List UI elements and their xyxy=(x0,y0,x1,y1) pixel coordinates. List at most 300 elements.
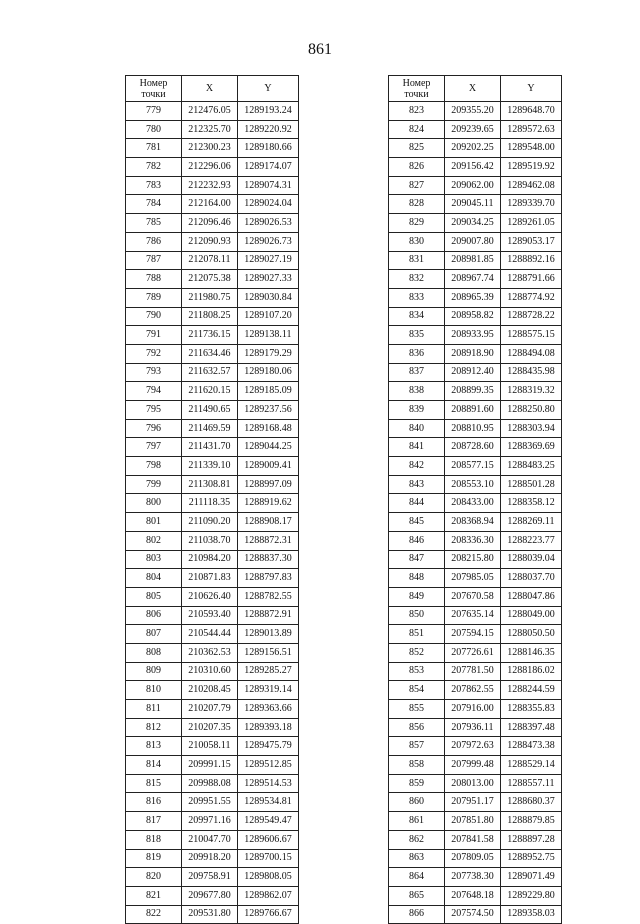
table-row xyxy=(126,812,299,831)
point-number-cell: 828 xyxy=(389,195,445,214)
x-coordinate-cell: 210208.45 xyxy=(182,681,238,700)
y-coordinate-cell: 1288837.30 xyxy=(238,550,299,569)
table-row xyxy=(389,120,562,139)
table-row xyxy=(126,288,299,307)
header-row xyxy=(389,76,562,102)
x-coordinate-cell: 212090.93 xyxy=(182,232,238,251)
y-coordinate-cell: 1288319.32 xyxy=(501,382,562,401)
x-coordinate-cell: 208553.10 xyxy=(445,475,501,494)
y-coordinate-cell: 1289319.14 xyxy=(238,681,299,700)
point-number-cell: 796 xyxy=(126,419,182,438)
y-coordinate-cell: 1289548.00 xyxy=(501,139,562,158)
x-coordinate-cell: 207594.15 xyxy=(445,625,501,644)
y-coordinate-cell: 1289393.18 xyxy=(238,718,299,737)
y-coordinate-cell: 1289808.05 xyxy=(238,868,299,887)
y-coordinate-cell: 1289606.67 xyxy=(238,830,299,849)
x-coordinate-cell: 211090.20 xyxy=(182,513,238,532)
y-coordinate-cell: 1289220.92 xyxy=(238,120,299,139)
point-number-cell: 786 xyxy=(126,232,182,251)
y-coordinate-cell: 1289519.92 xyxy=(501,158,562,177)
x-coordinate-cell: 211339.10 xyxy=(182,457,238,476)
point-number-cell: 792 xyxy=(126,344,182,363)
point-number-cell: 861 xyxy=(389,812,445,831)
y-coordinate-cell: 1289013.89 xyxy=(238,625,299,644)
point-number-cell: 798 xyxy=(126,457,182,476)
y-coordinate-cell: 1288797.83 xyxy=(238,569,299,588)
x-coordinate-cell: 207916.00 xyxy=(445,700,501,719)
table-row xyxy=(389,606,562,625)
y-coordinate-cell: 1289512.85 xyxy=(238,756,299,775)
table-row xyxy=(389,569,562,588)
table-row xyxy=(126,681,299,700)
point-number-cell: 832 xyxy=(389,270,445,289)
table-row xyxy=(389,419,562,438)
table-row xyxy=(126,587,299,606)
y-coordinate-cell: 1289339.70 xyxy=(501,195,562,214)
x-coordinate-cell: 208965.39 xyxy=(445,288,501,307)
x-coordinate-cell: 207985.05 xyxy=(445,569,501,588)
y-coordinate-cell: 1288728.22 xyxy=(501,307,562,326)
point-number-cell: 803 xyxy=(126,550,182,569)
point-number-cell: 787 xyxy=(126,251,182,270)
x-coordinate-cell: 210544.44 xyxy=(182,625,238,644)
point-number-cell: 842 xyxy=(389,457,445,476)
x-coordinate-cell: 209531.80 xyxy=(182,905,238,924)
table-row xyxy=(126,251,299,270)
table-row xyxy=(389,587,562,606)
x-coordinate-cell: 211038.70 xyxy=(182,531,238,550)
x-coordinate-cell: 207862.55 xyxy=(445,681,501,700)
point-number-cell: 851 xyxy=(389,625,445,644)
table-row xyxy=(126,344,299,363)
y-coordinate-cell: 1289053.17 xyxy=(501,232,562,251)
table-row xyxy=(126,700,299,719)
x-coordinate-cell: 208810.95 xyxy=(445,419,501,438)
x-coordinate-cell: 207951.17 xyxy=(445,793,501,812)
point-number-cell: 822 xyxy=(126,905,182,924)
table-row xyxy=(126,401,299,420)
table-row xyxy=(389,774,562,793)
table-row xyxy=(126,513,299,532)
x-coordinate-cell: 211808.25 xyxy=(182,307,238,326)
point-number-cell: 816 xyxy=(126,793,182,812)
point-number-cell: 825 xyxy=(389,139,445,158)
y-coordinate-cell: 1288879.85 xyxy=(501,812,562,831)
table-row xyxy=(389,513,562,532)
point-number-cell: 827 xyxy=(389,176,445,195)
point-number-cell: 800 xyxy=(126,494,182,513)
x-coordinate-cell: 209988.08 xyxy=(182,774,238,793)
y-coordinate-cell: 1288039.04 xyxy=(501,550,562,569)
point-number-cell: 856 xyxy=(389,718,445,737)
table-row xyxy=(389,270,562,289)
table-row xyxy=(389,812,562,831)
table-row xyxy=(126,718,299,737)
point-number-cell: 859 xyxy=(389,774,445,793)
table-row xyxy=(389,158,562,177)
y-coordinate-cell: 1288892.16 xyxy=(501,251,562,270)
point-number-cell: 849 xyxy=(389,587,445,606)
x-coordinate-cell: 212325.70 xyxy=(182,120,238,139)
x-coordinate-cell: 211308.81 xyxy=(182,475,238,494)
x-coordinate-cell: 209971.16 xyxy=(182,812,238,831)
y-coordinate-cell: 1289261.05 xyxy=(501,214,562,233)
point-number-cell: 804 xyxy=(126,569,182,588)
header-y: Y xyxy=(238,76,299,102)
x-coordinate-cell: 210047.70 xyxy=(182,830,238,849)
y-coordinate-cell: 1289180.06 xyxy=(238,363,299,382)
point-number-cell: 834 xyxy=(389,307,445,326)
table-row xyxy=(126,550,299,569)
x-coordinate-cell: 208728.60 xyxy=(445,438,501,457)
x-coordinate-cell: 209062.00 xyxy=(445,176,501,195)
point-number-cell: 835 xyxy=(389,326,445,345)
table-row xyxy=(389,700,562,719)
table-row xyxy=(126,475,299,494)
point-number-cell: 857 xyxy=(389,737,445,756)
point-number-cell: 799 xyxy=(126,475,182,494)
point-number-cell: 833 xyxy=(389,288,445,307)
y-coordinate-cell: 1288269.11 xyxy=(501,513,562,532)
point-number-cell: 847 xyxy=(389,550,445,569)
point-number-cell: 811 xyxy=(126,700,182,719)
y-coordinate-cell: 1288358.12 xyxy=(501,494,562,513)
table-row xyxy=(389,849,562,868)
table-row xyxy=(389,681,562,700)
point-number-cell: 865 xyxy=(389,886,445,905)
y-coordinate-cell: 1288501.28 xyxy=(501,475,562,494)
x-coordinate-cell: 211118.35 xyxy=(182,494,238,513)
table-row xyxy=(389,494,562,513)
table-row xyxy=(389,737,562,756)
y-coordinate-cell: 1288908.17 xyxy=(238,513,299,532)
x-coordinate-cell: 208933.95 xyxy=(445,326,501,345)
table-row xyxy=(126,643,299,662)
x-coordinate-cell: 210207.35 xyxy=(182,718,238,737)
point-number-cell: 853 xyxy=(389,662,445,681)
y-coordinate-cell: 1288050.50 xyxy=(501,625,562,644)
y-coordinate-cell: 1289156.51 xyxy=(238,643,299,662)
table-row xyxy=(126,830,299,849)
x-coordinate-cell: 208433.00 xyxy=(445,494,501,513)
y-coordinate-cell: 1289044.25 xyxy=(238,438,299,457)
table-row xyxy=(126,363,299,382)
point-number-cell: 866 xyxy=(389,905,445,924)
point-number-cell: 788 xyxy=(126,270,182,289)
point-number-cell: 837 xyxy=(389,363,445,382)
y-coordinate-cell: 1288244.59 xyxy=(501,681,562,700)
table-row xyxy=(126,606,299,625)
table-row xyxy=(126,774,299,793)
x-coordinate-cell: 211431.70 xyxy=(182,438,238,457)
point-number-cell: 819 xyxy=(126,849,182,868)
table-row xyxy=(389,176,562,195)
point-number-cell: 855 xyxy=(389,700,445,719)
x-coordinate-cell: 211632.57 xyxy=(182,363,238,382)
y-coordinate-cell: 1289174.07 xyxy=(238,158,299,177)
x-coordinate-cell: 209677.80 xyxy=(182,886,238,905)
table-row xyxy=(389,793,562,812)
point-number-cell: 791 xyxy=(126,326,182,345)
table-row xyxy=(389,625,562,644)
point-number-cell: 789 xyxy=(126,288,182,307)
x-coordinate-cell: 212096.46 xyxy=(182,214,238,233)
x-coordinate-cell: 208577.15 xyxy=(445,457,501,476)
table-row xyxy=(126,756,299,775)
y-coordinate-cell: 1288355.83 xyxy=(501,700,562,719)
page-number: 861 xyxy=(308,41,332,58)
y-coordinate-cell: 1288952.75 xyxy=(501,849,562,868)
y-coordinate-cell: 1289534.81 xyxy=(238,793,299,812)
y-coordinate-cell: 1288919.62 xyxy=(238,494,299,513)
y-coordinate-cell: 1289026.73 xyxy=(238,232,299,251)
y-coordinate-cell: 1289572.63 xyxy=(501,120,562,139)
point-number-cell: 843 xyxy=(389,475,445,494)
x-coordinate-cell: 209951.55 xyxy=(182,793,238,812)
x-coordinate-cell: 212296.06 xyxy=(182,158,238,177)
x-coordinate-cell: 210871.83 xyxy=(182,569,238,588)
table-row xyxy=(126,531,299,550)
x-coordinate-cell: 209918.20 xyxy=(182,849,238,868)
point-number-cell: 801 xyxy=(126,513,182,532)
table-row xyxy=(126,849,299,868)
point-number-cell: 824 xyxy=(389,120,445,139)
point-number-cell: 841 xyxy=(389,438,445,457)
y-coordinate-cell: 1289514.53 xyxy=(238,774,299,793)
y-coordinate-cell: 1289475.79 xyxy=(238,737,299,756)
table-row xyxy=(126,625,299,644)
y-coordinate-cell: 1289363.66 xyxy=(238,700,299,719)
point-number-cell: 848 xyxy=(389,569,445,588)
point-number-cell: 821 xyxy=(126,886,182,905)
x-coordinate-cell: 212078.11 xyxy=(182,251,238,270)
point-number-cell: 846 xyxy=(389,531,445,550)
table-row xyxy=(126,158,299,177)
point-number-cell: 781 xyxy=(126,139,182,158)
table-body-left xyxy=(126,102,299,924)
point-number-cell: 817 xyxy=(126,812,182,831)
point-number-cell: 805 xyxy=(126,587,182,606)
table-row xyxy=(389,643,562,662)
y-coordinate-cell: 1288037.70 xyxy=(501,569,562,588)
point-number-cell: 794 xyxy=(126,382,182,401)
x-coordinate-cell: 208368.94 xyxy=(445,513,501,532)
point-number-cell: 812 xyxy=(126,718,182,737)
y-coordinate-cell: 1289648.70 xyxy=(501,102,562,121)
x-coordinate-cell: 210626.40 xyxy=(182,587,238,606)
y-coordinate-cell: 1288223.77 xyxy=(501,531,562,550)
point-number-cell: 814 xyxy=(126,756,182,775)
x-coordinate-cell: 207999.48 xyxy=(445,756,501,775)
table-row xyxy=(389,438,562,457)
header-row xyxy=(126,76,299,102)
y-coordinate-cell: 1288186.02 xyxy=(501,662,562,681)
y-coordinate-cell: 1288791.66 xyxy=(501,270,562,289)
table-row xyxy=(126,886,299,905)
point-number-cell: 779 xyxy=(126,102,182,121)
table-row xyxy=(126,307,299,326)
point-number-cell: 838 xyxy=(389,382,445,401)
y-coordinate-cell: 1288397.48 xyxy=(501,718,562,737)
x-coordinate-cell: 208899.35 xyxy=(445,382,501,401)
x-coordinate-cell: 212075.38 xyxy=(182,270,238,289)
x-coordinate-cell: 212232.93 xyxy=(182,176,238,195)
x-coordinate-cell: 210984.20 xyxy=(182,550,238,569)
point-number-cell: 807 xyxy=(126,625,182,644)
y-coordinate-cell: 1289071.49 xyxy=(501,868,562,887)
table-row xyxy=(126,569,299,588)
y-coordinate-cell: 1288473.38 xyxy=(501,737,562,756)
y-coordinate-cell: 1289030.84 xyxy=(238,288,299,307)
point-number-cell: 780 xyxy=(126,120,182,139)
table-row xyxy=(389,344,562,363)
header-point-number: Номер точки xyxy=(126,76,182,102)
y-coordinate-cell: 1289549.47 xyxy=(238,812,299,831)
x-coordinate-cell: 209007.80 xyxy=(445,232,501,251)
x-coordinate-cell: 208215.80 xyxy=(445,550,501,569)
point-number-cell: 845 xyxy=(389,513,445,532)
x-coordinate-cell: 207851.80 xyxy=(445,812,501,831)
y-coordinate-cell: 1289185.09 xyxy=(238,382,299,401)
point-number-cell: 840 xyxy=(389,419,445,438)
table-row xyxy=(389,550,562,569)
x-coordinate-cell: 210362.53 xyxy=(182,643,238,662)
table-row xyxy=(126,232,299,251)
x-coordinate-cell: 207574.50 xyxy=(445,905,501,924)
x-coordinate-cell: 209202.25 xyxy=(445,139,501,158)
x-coordinate-cell: 209355.20 xyxy=(445,102,501,121)
point-number-cell: 820 xyxy=(126,868,182,887)
x-coordinate-cell: 211634.46 xyxy=(182,344,238,363)
table-row xyxy=(389,868,562,887)
x-coordinate-cell: 212164.00 xyxy=(182,195,238,214)
x-coordinate-cell: 208967.74 xyxy=(445,270,501,289)
y-coordinate-cell: 1288872.91 xyxy=(238,606,299,625)
x-coordinate-cell: 207936.11 xyxy=(445,718,501,737)
table-row xyxy=(389,363,562,382)
x-coordinate-cell: 209991.15 xyxy=(182,756,238,775)
y-coordinate-cell: 1288997.09 xyxy=(238,475,299,494)
y-coordinate-cell: 1289027.33 xyxy=(238,270,299,289)
x-coordinate-cell: 211620.15 xyxy=(182,382,238,401)
header-y: Y xyxy=(501,76,562,102)
table-row xyxy=(389,139,562,158)
y-coordinate-cell: 1289462.08 xyxy=(501,176,562,195)
y-coordinate-cell: 1289285.27 xyxy=(238,662,299,681)
point-number-cell: 864 xyxy=(389,868,445,887)
y-coordinate-cell: 1289180.66 xyxy=(238,139,299,158)
x-coordinate-cell: 212476.05 xyxy=(182,102,238,121)
y-coordinate-cell: 1288575.15 xyxy=(501,326,562,345)
x-coordinate-cell: 209758.91 xyxy=(182,868,238,887)
x-coordinate-cell: 209034.25 xyxy=(445,214,501,233)
y-coordinate-cell: 1288774.92 xyxy=(501,288,562,307)
x-coordinate-cell: 208013.00 xyxy=(445,774,501,793)
table-row xyxy=(126,438,299,457)
x-coordinate-cell: 207738.30 xyxy=(445,868,501,887)
y-coordinate-cell: 1288494.08 xyxy=(501,344,562,363)
x-coordinate-cell: 208958.82 xyxy=(445,307,501,326)
point-number-cell: 852 xyxy=(389,643,445,662)
table-row xyxy=(126,793,299,812)
x-coordinate-cell: 207635.14 xyxy=(445,606,501,625)
point-number-cell: 858 xyxy=(389,756,445,775)
y-coordinate-cell: 1289074.31 xyxy=(238,176,299,195)
y-coordinate-cell: 1289138.11 xyxy=(238,326,299,345)
x-coordinate-cell: 208918.90 xyxy=(445,344,501,363)
header-x: X xyxy=(445,76,501,102)
x-coordinate-cell: 210207.79 xyxy=(182,700,238,719)
y-coordinate-cell: 1289862.07 xyxy=(238,886,299,905)
x-coordinate-cell: 208336.30 xyxy=(445,531,501,550)
y-coordinate-cell: 1288435.98 xyxy=(501,363,562,382)
y-coordinate-cell: 1289026.53 xyxy=(238,214,299,233)
table-row xyxy=(126,176,299,195)
point-number-cell: 806 xyxy=(126,606,182,625)
table-row xyxy=(389,288,562,307)
y-coordinate-cell: 1289107.20 xyxy=(238,307,299,326)
y-coordinate-cell: 1288680.37 xyxy=(501,793,562,812)
point-number-cell: 790 xyxy=(126,307,182,326)
table-row xyxy=(126,214,299,233)
x-coordinate-cell: 208891.60 xyxy=(445,401,501,420)
x-coordinate-cell: 207670.58 xyxy=(445,587,501,606)
table-row xyxy=(126,905,299,924)
table-row xyxy=(389,251,562,270)
point-number-cell: 863 xyxy=(389,849,445,868)
y-coordinate-cell: 1289179.29 xyxy=(238,344,299,363)
y-coordinate-cell: 1289229.80 xyxy=(501,886,562,905)
table-row xyxy=(389,195,562,214)
point-number-cell: 795 xyxy=(126,401,182,420)
point-number-cell: 839 xyxy=(389,401,445,420)
x-coordinate-cell: 209045.11 xyxy=(445,195,501,214)
point-number-cell: 809 xyxy=(126,662,182,681)
y-coordinate-cell: 1288529.14 xyxy=(501,756,562,775)
x-coordinate-cell: 209156.42 xyxy=(445,158,501,177)
y-coordinate-cell: 1289766.67 xyxy=(238,905,299,924)
y-coordinate-cell: 1288047.86 xyxy=(501,587,562,606)
table-row xyxy=(126,270,299,289)
table-row xyxy=(126,382,299,401)
x-coordinate-cell: 211980.75 xyxy=(182,288,238,307)
x-coordinate-cell: 207726.61 xyxy=(445,643,501,662)
x-coordinate-cell: 207841.58 xyxy=(445,830,501,849)
x-coordinate-cell: 209239.65 xyxy=(445,120,501,139)
point-number-cell: 860 xyxy=(389,793,445,812)
table-row xyxy=(126,326,299,345)
point-number-cell: 810 xyxy=(126,681,182,700)
y-coordinate-cell: 1288146.35 xyxy=(501,643,562,662)
table-row xyxy=(389,756,562,775)
table-row xyxy=(126,457,299,476)
table-row xyxy=(126,102,299,121)
x-coordinate-cell: 211736.15 xyxy=(182,326,238,345)
table-row xyxy=(389,905,562,924)
table-row xyxy=(126,494,299,513)
point-number-cell: 815 xyxy=(126,774,182,793)
y-coordinate-cell: 1288250.80 xyxy=(501,401,562,420)
table-row xyxy=(126,195,299,214)
table-row xyxy=(389,662,562,681)
table-row xyxy=(389,102,562,121)
x-coordinate-cell: 207809.05 xyxy=(445,849,501,868)
point-number-cell: 793 xyxy=(126,363,182,382)
table-body-right xyxy=(389,102,562,924)
y-coordinate-cell: 1288872.31 xyxy=(238,531,299,550)
x-coordinate-cell: 207648.18 xyxy=(445,886,501,905)
y-coordinate-cell: 1288369.69 xyxy=(501,438,562,457)
